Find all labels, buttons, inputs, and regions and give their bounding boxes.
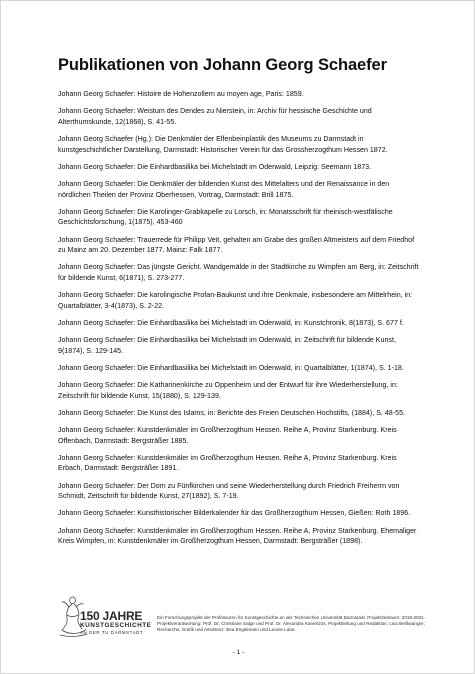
publication-entry: Johann Georg Schaefer: Der Dom zu Fünfkirchen und seine Wiederherstellung durch Friedrich Freiherrn von Schmidt, Zeitschrift für bildende Kunst, 27(1892), S. 7-19. bbox=[58, 481, 400, 501]
publication-entry: Johann Georg Schaefer: Kunsthistorischer Bilderkalender für das Großherzogthum Hessen, Gießen: Roth 1896. bbox=[58, 509, 411, 518]
publication-entry: Johann Georg Schaefer: Kunstdenkmäler im Großherzogthum Hessen. Reihe A, Provinz Starkenburg. Ehemaliger Kreis Wimpfen, in: Kunstdenkmäler im Großherzogthum Hessen, Darmstadt: Bergsträßer (1898). bbox=[58, 526, 417, 546]
publication-entry: Johann Georg Schaefer: Kunstdenkmäler im Großherzogthum Hessen. Reihe A, Provinz Starkenburg. Kreis Erbach, Darmstadt: Bergsträßer 1891. bbox=[58, 453, 397, 473]
page-title: Publikationen von Johann Georg Schaefer bbox=[58, 56, 387, 74]
publication-list bbox=[58, 89, 423, 553]
publication-entry: Johann Georg Schaefer: Die Einhardbasilika bei Michelstadt im Odenwald, in: Zeitschrift für bildende Kunst, 9(1874), S. 129-145. bbox=[58, 336, 396, 355]
publication-entry: Johann Georg Schaefer: Die Katharinenkirche zu Oppenheim und der Entwurf für ihre Wiederherstellung, in: Zeitschrift für bildende Kunst, 15(1880), S. 129-139. bbox=[58, 381, 398, 400]
publication-entry: Johann Georg Schaefer: Die Kunst des Islams, in: Berichte des Freien Deutschen Hochstifts, (1884), S. 48-55. bbox=[58, 408, 405, 417]
publication-entry: Johann Georg Schaefer: Die Denkmäler der bildenden Kunst des Mittelalters und der Renaissance in den nördlichen Theilen der Provinz Oberhessen, Vortrag, Darmstadt: Brill 1875. bbox=[58, 179, 390, 199]
publication-entry: Johann Georg Schaefer: Die Einhardbasilika bei Michelstadt im Odenwald, Leipzig: Seemann 1873. bbox=[58, 162, 372, 171]
logo-title: 150 JAHRE bbox=[80, 609, 143, 623]
project-logo bbox=[56, 593, 152, 643]
publication-entry: Johann Georg Schaefer: Trauerrede für Philipp Veit, gehalten am Grabe des großen Altmeisters auf dem Friedhof zu Mainz am 20. Dezember 1877. Mainz: Falk 1877. bbox=[58, 235, 415, 255]
publication-entry: Johann Georg Schaefer: Weistum des Dendes zu Nierstein, in: Archiv für hessische Geschichte und Alterthumskunde, 12(1868), S. 41-55. bbox=[58, 107, 372, 126]
publication-entry: Johann Georg Schaefer (Hg.): Die Denkmäler der Elfenbeinplastik des Museums zu Darmstadt in kunstgeschichtlicher Darstellung, Darmstadt: Historischer Verein für das Grossherzogthum Hessen 1872. bbox=[58, 134, 388, 154]
publication-entry: Johann Georg Schaefer: Histoire de Hohenzollern au moyen age, Paris: 1859. bbox=[58, 90, 304, 98]
project-credits: Ein Forschungsprojekt der Professuren für Kunstgeschichte an der Technischen Universität Darmstadt. Projektzeitraum: 2019-2021. Projektverantwortung: Prof. Dr. Christiane Salge und Prof. Dr. Alexandra Karentzos. Projektleitung und Redaktion: Lisa Beißwanger; Recherche, Grafik und Assistenz: Bea Engelmann und Leonie Lube. bbox=[157, 615, 426, 633]
publication-entry: Johann Georg Schaefer: Das jüngste Gericht. Wandgemälde in der Stadtkirche zu Wimpfen am Berg, in: Zeitschrift für bildende Kunst, 6(1871), S. 273-277. bbox=[58, 263, 419, 282]
publication-entry: Johann Georg Schaefer: Die karolingische Profan-Baukunst und ihre Denkmale, insbesondere am Mittelrhein, in: Quartalblätter, 3-4(1873), S. 2-22. bbox=[58, 291, 413, 310]
publication-entry: Johann Georg Schaefer: Kunstdenkmäler im Großherzogthum Hessen. Reihe A, Provinz Starkenburg. Kreis Offenbach, Darmstadt: Bergsträßer 1885. bbox=[58, 425, 397, 445]
logo-caption: AN DER TU DARMSTADT bbox=[80, 630, 144, 635]
publication-entry: Johann Georg Schaefer: Die Karolinger-Grabkapelle zu Lorsch, in: Monatsschrift für rheinisch-westfälische Geschichtsforschung, 1(1875), 453-460 bbox=[58, 207, 393, 227]
page-number: - 1 - bbox=[232, 649, 245, 656]
publication-entry: Johann Georg Schaefer: Die Einhardbasilika bei Michelstadt im Odenwald, in: Kunstchronik, 8(1873), S. 677 f. bbox=[58, 318, 404, 327]
logo-subtitle: KUNSTGESCHICHTE bbox=[80, 622, 152, 629]
publication-entry: Johann Georg Schaefer: Die Einhardbasilika bei Michelstadt im Odenwald, in: Quartalblätter, 1(1874), S. 1-18. bbox=[58, 363, 404, 372]
